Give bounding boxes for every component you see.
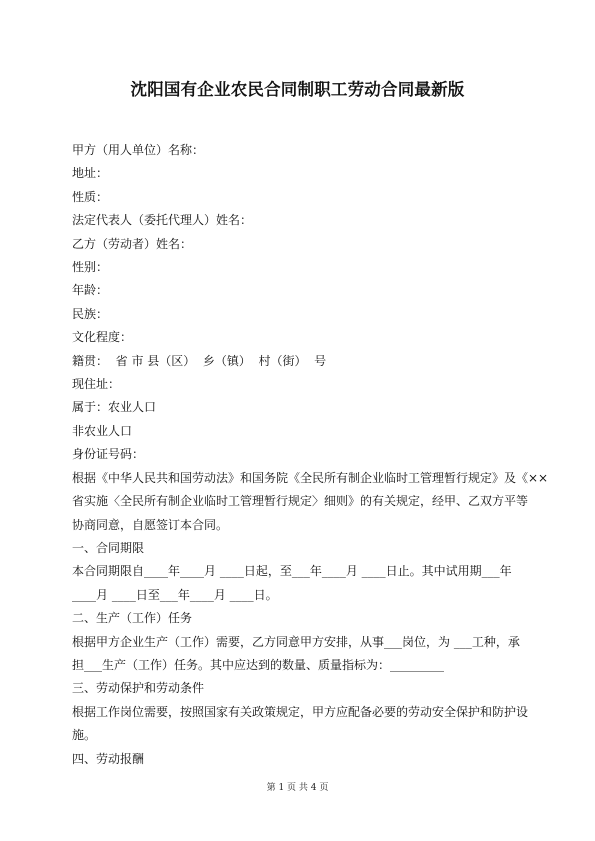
- household-type-line: 属于：农业人口: [72, 400, 157, 415]
- protection-line-1: 根据工作岗位需要，按照国家有关政策规定，甲方应配备必要的劳动安全保护和防护设: [72, 704, 529, 719]
- preamble-line-2: 省实施〈全民所有制企业临时工管理暂行规定〉细则》的有关规定，经甲、乙双方平等: [72, 494, 529, 509]
- preamble-line-1: 根据《中华人民共和国劳动法》和国务院《全民所有制企业临时工管理暂行规定》及《××: [72, 470, 549, 485]
- address-line: 地址：: [72, 166, 109, 181]
- education-line: 文化程度：: [72, 330, 133, 345]
- legal-representative-line: 法定代表人（委托代理人）姓名：: [72, 213, 253, 228]
- party-b-name-line: 乙方（劳动者）姓名：: [72, 236, 193, 251]
- section-heading-tasks: 二、生产（工作）任务: [72, 611, 193, 626]
- preamble-line-3: 协商同意，自愿签订本合同。: [72, 517, 229, 532]
- page-number: 第 1 页 共 4 页: [266, 783, 329, 793]
- tasks-line-2: 担___生产（工作）任务。其中应达到的数量、质量指标为：_________: [72, 657, 445, 672]
- native-place-line: 籍贯： 省 市 县（区） 乡（镇） 村（街） 号: [72, 353, 327, 368]
- non-agricultural-line: 非农业人口: [72, 423, 133, 438]
- section-heading-remuneration: 四、劳动报酬: [72, 751, 145, 766]
- tasks-line-1: 根据甲方企业生产（工作）需要，乙方同意甲方安排，从事___岗位，为 ___工种，承: [72, 634, 520, 649]
- term-line-1: 本合同期限自____年____月 ____日起，至___年____月 ____日止。其中试用期___年: [72, 564, 512, 579]
- party-a-name-line: 甲方（用人单位）名称：: [72, 143, 205, 157]
- current-address-line: 现住址：: [72, 377, 121, 392]
- gender-line: 性别：: [72, 260, 109, 275]
- id-number-line: 身份证号码：: [72, 447, 145, 462]
- section-heading-term: 一、合同期限: [72, 540, 145, 555]
- contract-body: [72, 139, 549, 771]
- section-heading-protection: 三、劳动保护和劳动条件: [72, 681, 205, 696]
- nature-line: 性质：: [72, 189, 109, 204]
- ethnicity-line: 民族：: [72, 306, 109, 321]
- document-title: 沈阳国有企业农民合同制职工劳动合同最新版: [130, 80, 465, 99]
- term-line-2: ____月 ____日至___年____月 ____日。: [72, 587, 278, 602]
- protection-line-2: 施。: [72, 728, 97, 743]
- age-line: 年龄：: [72, 283, 109, 298]
